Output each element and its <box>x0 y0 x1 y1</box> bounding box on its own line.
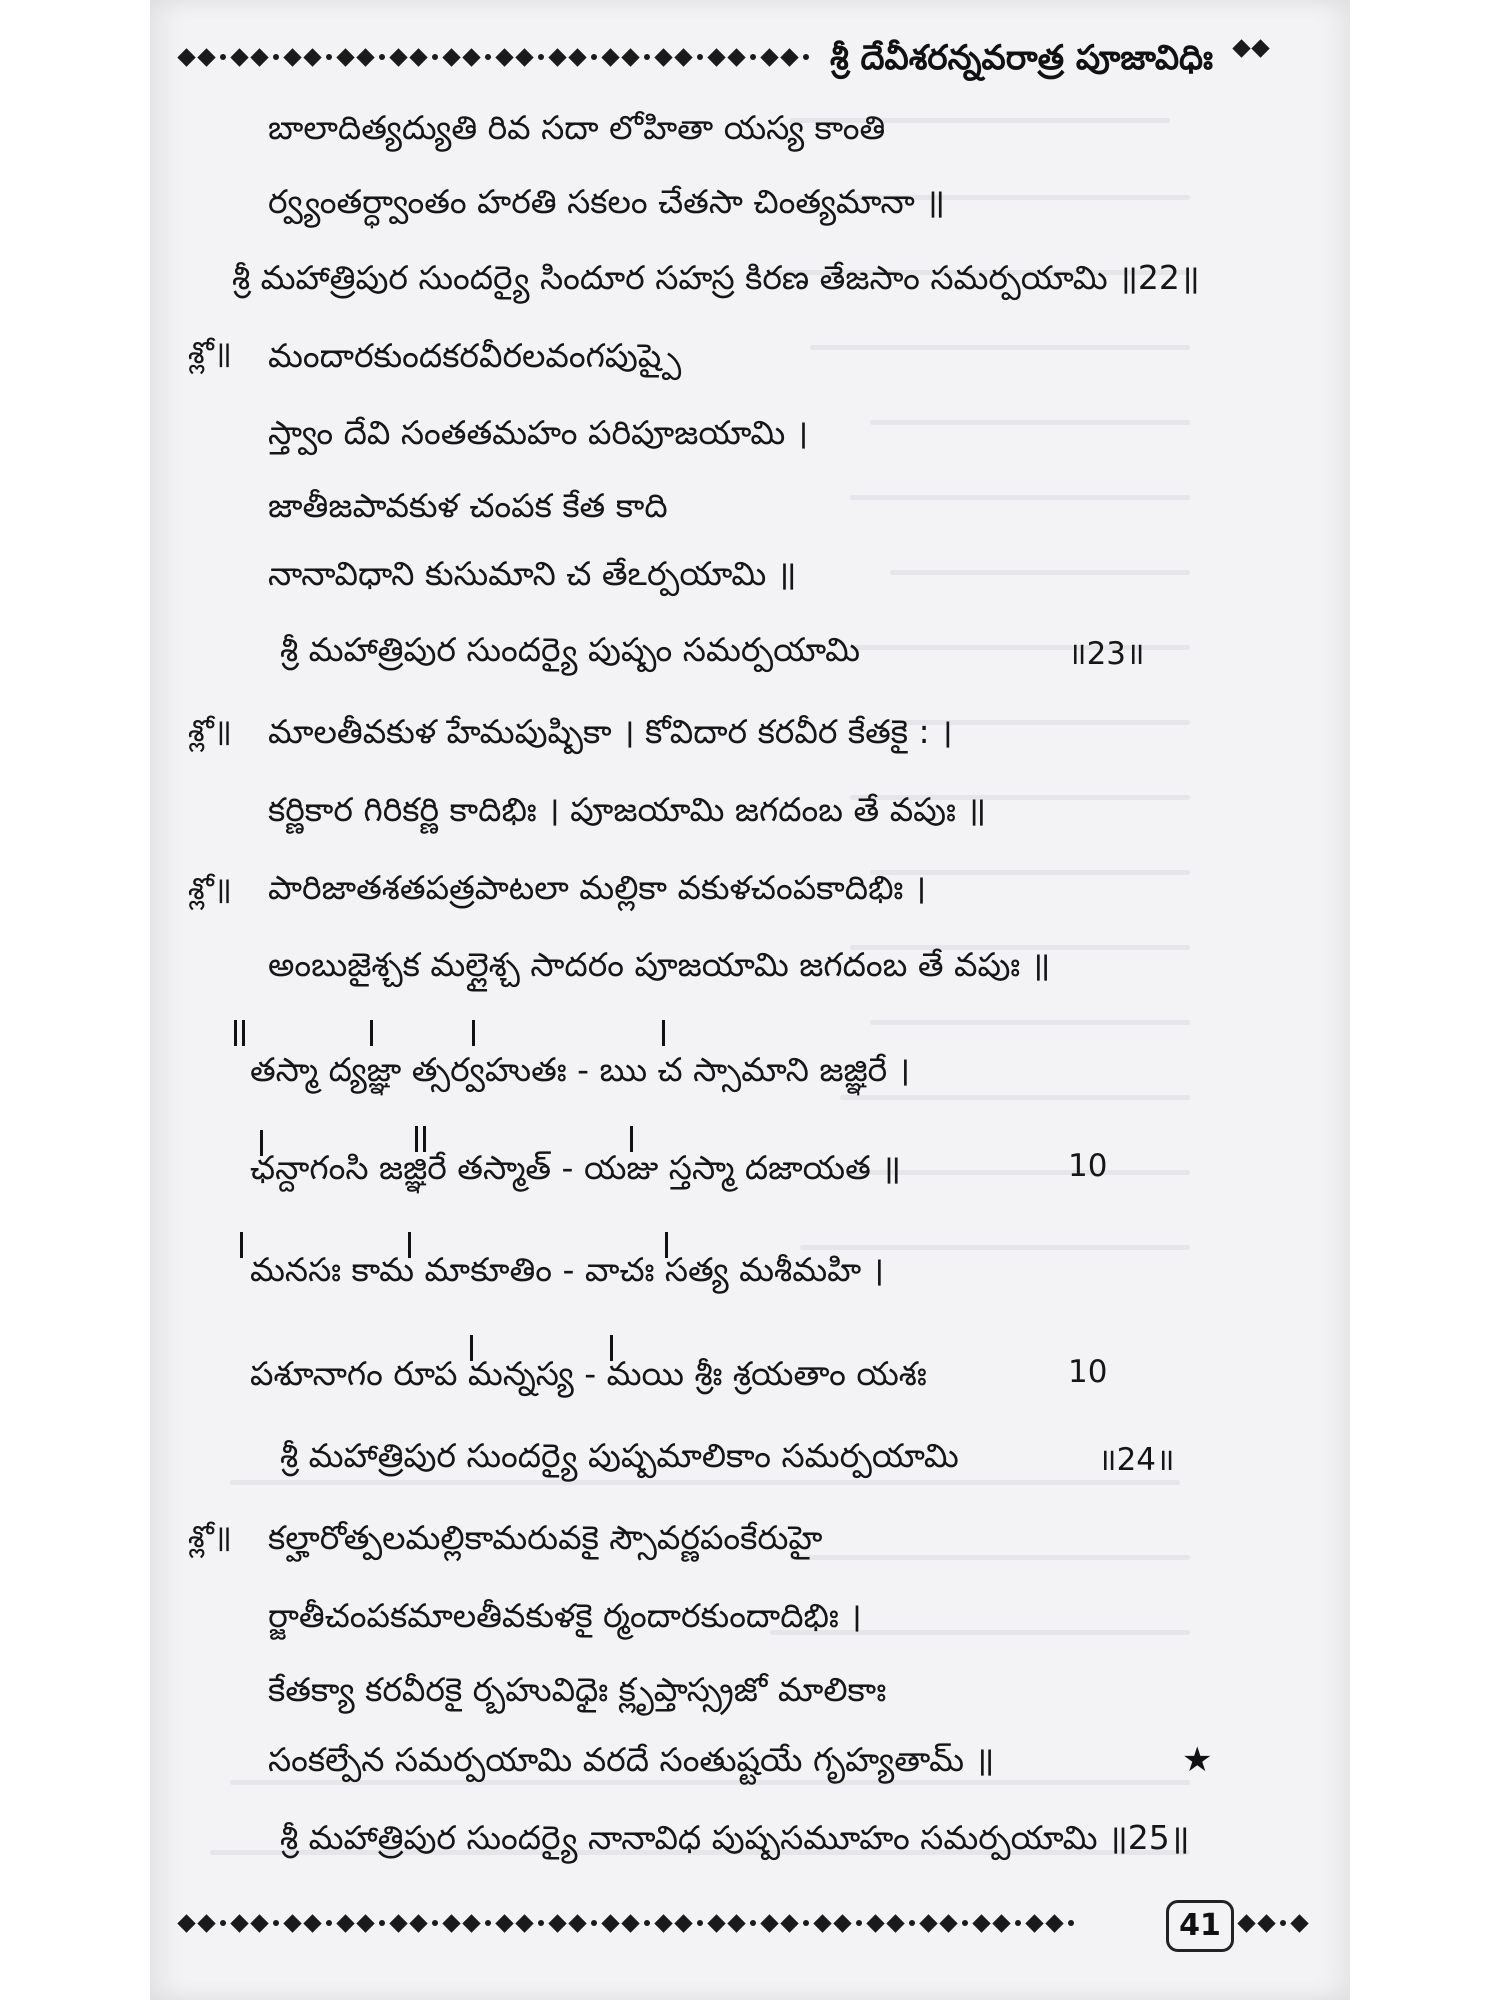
ornament-diamond-icon <box>621 48 639 66</box>
svara-accent-mark <box>662 1020 665 1046</box>
ornament-diamond-icon <box>962 1920 968 1926</box>
ornament-diamond-icon <box>442 1914 460 1932</box>
verse-number: ॥24॥ <box>1098 1442 1175 1478</box>
ornament-diamond-icon <box>485 54 491 60</box>
svara-accent-mark <box>242 1020 245 1046</box>
ornament-diamond-icon <box>813 1914 831 1932</box>
ornament-diamond-icon <box>780 1914 798 1932</box>
ornament-diamond-icon <box>601 48 619 66</box>
offering-line: శ్రీ మహాత్రిపుర సుందర్యై పుష్పమాలికాం సమర్పయామి <box>280 1436 959 1475</box>
verse-line: బాలాదిత్యద్యుతి రివ సదా లోహితా యస్య కాంతి <box>268 108 886 147</box>
ornament-diamond-icon <box>621 1914 639 1932</box>
ornament-diamond-icon <box>379 1920 385 1926</box>
verse-line: సంకల్పేన సమర్పయామి వరదే సంతుష్టయే గృహ్యతామ్ ॥ <box>268 1740 995 1779</box>
ornament-diamond-icon <box>230 48 248 66</box>
sloka-marker: శ్లో॥ <box>188 872 232 907</box>
verse-line: నానావిధాని కుసుమాని చ తేఽర్పయామి ॥ <box>268 554 797 593</box>
ornament-diamond-icon <box>1068 1920 1074 1926</box>
ornament-diamond-icon <box>326 1920 332 1926</box>
verse-line: కర్ణికార గిరికర్ణి కాదిభిః । పూజయామి జగదంబ తే వపుః ॥ <box>268 790 987 829</box>
ornament-diamond-icon <box>409 1914 427 1932</box>
offering-line: శ్రీ మహాత్రిపుర సుందర్యై పుష్పం సమర్పయామి <box>280 630 861 669</box>
verse-line: స్త్వాం దేవి సంతతమహం పరిపూజయామి । <box>268 413 809 452</box>
running-header-title: శ్రీ దేవీశరన్నవరాత్ర పూజావిధిః <box>830 38 1214 78</box>
ornament-diamond-icon <box>389 1914 407 1932</box>
ornament-diamond-icon <box>972 1914 990 1932</box>
ornament-diamond-icon <box>727 48 745 66</box>
ornament-diamond-icon <box>1290 1914 1308 1932</box>
ornament-diamond-icon <box>432 1920 438 1926</box>
ornament-diamond-icon <box>389 48 407 66</box>
ornament-diamond-icon <box>760 1914 778 1932</box>
ornament-diamond-icon <box>591 54 597 60</box>
footer-ornament-border-right <box>1240 1906 1306 1940</box>
ornament-diamond-icon <box>654 48 672 66</box>
page-number: 41 <box>1166 1900 1234 1952</box>
ornament-diamond-icon <box>197 1914 215 1932</box>
ornament-diamond-icon <box>833 1914 851 1932</box>
vedic-line: తస్మా ద్యజ్ఞా త్సర్వహుతః - ఋ చ స్సామాని జజ్ఞిరే । <box>250 1050 911 1089</box>
ornament-diamond-icon <box>495 48 513 66</box>
vedic-line: ఛన్దాగంసి జజ్ఞిరే తస్మాత్ - యజు స్తస్మా దజాయత ॥ <box>250 1148 902 1187</box>
ornament-diamond-icon <box>273 54 279 60</box>
ornament-diamond-icon <box>644 54 650 60</box>
ornament-diamond-icon <box>856 1920 862 1926</box>
ornament-diamond-icon <box>707 48 725 66</box>
footer-ornament-border <box>180 1906 1074 1940</box>
svara-accent-mark <box>472 1020 475 1046</box>
ornament-diamond-icon <box>462 48 480 66</box>
ornament-diamond-icon <box>336 1914 354 1932</box>
ornament-diamond-icon <box>356 1914 374 1932</box>
svara-accent-mark <box>240 1232 243 1258</box>
offering-line: శ్రీ మహాత్రిపుర సుందర్యై నానావిధ పుష్పసమూహం సమర్పయామి ॥25॥ <box>280 1818 1190 1857</box>
anuvaka-number: 10 <box>1068 1148 1108 1184</box>
ornament-diamond-icon <box>750 1920 756 1926</box>
ornament-diamond-icon <box>654 1914 672 1932</box>
book-page <box>150 0 1350 2000</box>
ornament-diamond-icon <box>283 48 301 66</box>
ornament-diamond-icon <box>601 1914 619 1932</box>
verse-line: కేతక్యా కరవీరకై ర్బహువిధైః క్లృప్తాస్స్రజో మాలికాః <box>268 1670 887 1709</box>
ornament-diamond-icon <box>177 48 195 66</box>
sloka-marker: శ్లో॥ <box>188 336 232 371</box>
sloka-marker: శ్లో॥ <box>188 1520 232 1555</box>
ornament-diamond-icon <box>548 1914 566 1932</box>
ornament-diamond-icon <box>303 1914 321 1932</box>
ornament-diamond-icon <box>568 48 586 66</box>
verse-line: జాతీజపావకుళ చంపక కేత కాది <box>268 486 668 525</box>
verse-line: ర్వ్యంతర్ధ్వాంతం హరతి సకలం చేతసా చింత్యమానా ॥ <box>268 182 946 221</box>
ornament-diamond-icon <box>548 48 566 66</box>
anuvaka-number: 10 <box>1068 1354 1108 1390</box>
ornament-diamond-icon <box>1257 1914 1275 1932</box>
ornament-diamond-icon <box>760 48 778 66</box>
ornament-diamond-icon <box>1237 1914 1255 1932</box>
ornament-diamond-icon <box>409 48 427 66</box>
ornament-diamond-icon <box>674 1914 692 1932</box>
ornament-diamond-icon <box>919 1914 937 1932</box>
ornament-diamond-icon <box>803 1920 809 1926</box>
verse-line: పారిజాతశతపత్రపాటలా మల్లికా వకుళచంపకాదిభిః । <box>268 868 927 907</box>
ornament-diamond-icon <box>515 1914 533 1932</box>
star-ornament-icon: ★ <box>1182 1740 1213 1780</box>
ornament-diamond-icon <box>909 1920 915 1926</box>
vedic-line: మనసః కామ మాకూతిం - వాచః సత్య మశీమహి । <box>250 1250 885 1289</box>
ornament-diamond-icon <box>750 54 756 60</box>
ornament-diamond-icon <box>495 1914 513 1932</box>
ornament-diamond-icon <box>197 48 215 66</box>
svara-accent-mark <box>234 1020 237 1046</box>
ornament-diamond-icon <box>707 1914 725 1932</box>
ornament-diamond-icon <box>250 48 268 66</box>
ornament-diamond-icon <box>1015 1920 1021 1926</box>
ornament-diamond-icon <box>1045 1914 1063 1932</box>
ornament-diamond-icon <box>1025 1914 1043 1932</box>
ornament-diamond-icon <box>538 1920 544 1926</box>
ornament-diamond-icon <box>697 54 703 60</box>
ornament-diamond-icon <box>177 1914 195 1932</box>
ornament-diamond-icon <box>644 1920 650 1926</box>
verse-number: ॥23॥ <box>1068 636 1145 672</box>
ornament-diamond-icon <box>992 1914 1010 1932</box>
verse-line: మాలతీవకుళ హేమపుష్పికా । కోవిదార కరవీర కేతకై : । <box>268 712 953 751</box>
ornament-diamond-icon <box>336 48 354 66</box>
ornament-diamond-icon <box>780 48 798 66</box>
ornament-diamond-icon <box>230 1914 248 1932</box>
ornament-diamond-icon <box>803 54 809 60</box>
ornament-diamond-icon <box>1280 1920 1286 1926</box>
ornament-diamond-icon <box>674 48 692 66</box>
ornament-diamond-icon <box>250 1914 268 1932</box>
vedic-line: పశూనాగం రూప మన్నస్య - మయి శ్రీః శ్రయతాం యశః <box>250 1354 927 1393</box>
offering-line: శ్రీ మహాత్రిపుర సుందర్యై సిందూర సహస్ర కిరణ తేజసాం సమర్పయామి ॥22॥ <box>232 258 1200 297</box>
ornament-diamond-icon <box>866 1914 884 1932</box>
ornament-diamond-icon <box>538 54 544 60</box>
verse-line: అంబుజైశ్చక మల్లైశ్చ సాదరం పూజయామి జగదంబ తే వపుః ॥ <box>268 945 1051 984</box>
ornament-diamond-icon <box>515 48 533 66</box>
svara-accent-mark <box>370 1020 373 1046</box>
ornament-diamond-icon <box>442 48 460 66</box>
sloka-marker: శ్లో॥ <box>188 714 232 749</box>
ornament-diamond-icon <box>220 1920 226 1926</box>
ornament-diamond-icon <box>591 1920 597 1926</box>
ornament-diamond-icon <box>939 1914 957 1932</box>
ornament-diamond-icon <box>220 54 226 60</box>
ornament-diamond-icon <box>568 1914 586 1932</box>
verse-line: కల్హారోత్పలమల్లికామరువకై స్సౌవర్ణపంకేరుహై <box>268 1518 823 1557</box>
ornament-diamond-icon <box>273 1920 279 1926</box>
ornament-diamond-icon <box>303 48 321 66</box>
verse-line: ర్జాతీచంపకమాలతీవకుళకై ర్మందారకుందాదిభిః । <box>268 1596 862 1635</box>
ornament-diamond-icon <box>432 54 438 60</box>
ornament-diamond-icon <box>727 1914 745 1932</box>
ornament-diamond-icon <box>886 1914 904 1932</box>
ornament-diamond-icon <box>697 1920 703 1926</box>
ornament-diamond-icon <box>283 1914 301 1932</box>
header-ornament-border <box>180 40 809 74</box>
ornament-diamond-icon <box>485 1920 491 1926</box>
ornament-diamond-icon <box>326 54 332 60</box>
verse-line: మందారకుందకరవీరలవంగపుష్పై <box>268 336 682 375</box>
ornament-diamond-icon <box>356 48 374 66</box>
ornament-diamond-icon <box>462 1914 480 1932</box>
header-ornament-end <box>1235 42 1267 55</box>
ornament-diamond-icon <box>379 54 385 60</box>
